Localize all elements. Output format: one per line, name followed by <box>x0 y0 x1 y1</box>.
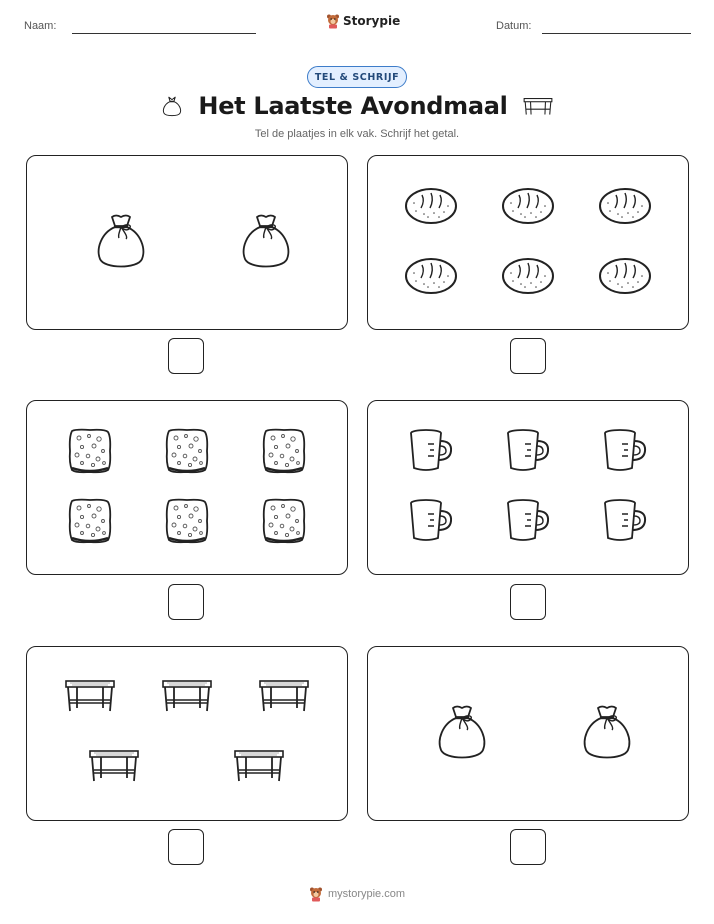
answer-box-5[interactable] <box>168 829 204 865</box>
mug-icon <box>601 497 649 549</box>
bench-icon <box>88 748 140 788</box>
bench-icon <box>161 678 213 718</box>
bench-icon <box>258 678 310 718</box>
counting-panel-2 <box>367 155 689 330</box>
mug-icon <box>601 427 649 479</box>
date-label: Datum: <box>496 20 532 32</box>
page-title: Het Laatste Avondmaal <box>198 92 508 120</box>
bench-icon <box>522 95 554 117</box>
bench-icon <box>64 678 116 718</box>
mug-icon <box>504 497 552 549</box>
honeycomb-icon <box>261 427 307 479</box>
honeycomb-icon <box>67 427 113 479</box>
answer-box-4[interactable] <box>510 584 546 620</box>
counting-panel-1 <box>26 155 348 330</box>
money-bag-icon <box>160 92 184 120</box>
mug-icon <box>504 427 552 479</box>
brand-name: Storypie <box>343 14 401 28</box>
answer-box-2[interactable] <box>510 338 546 374</box>
counting-panel-5 <box>26 646 348 821</box>
answer-box-3[interactable] <box>168 584 204 620</box>
bear-icon <box>326 13 340 29</box>
answer-box-1[interactable] <box>168 338 204 374</box>
honeycomb-icon <box>164 497 210 549</box>
money-bag-icon <box>240 211 292 277</box>
bench-icon <box>233 748 285 788</box>
mug-icon <box>407 427 455 479</box>
brand-logo <box>326 13 400 29</box>
honeycomb-icon <box>261 497 307 549</box>
honeycomb-icon <box>67 497 113 549</box>
footer <box>0 886 714 902</box>
bread-loaf-icon <box>598 186 652 230</box>
instructions: Tel de plaatjes in elk vak. Schrijf het getal. <box>254 128 460 140</box>
money-bag-icon <box>95 211 147 277</box>
footer-url: mystorypie.com <box>327 888 406 900</box>
money-bag-icon <box>581 702 633 768</box>
mug-icon <box>407 497 455 549</box>
money-bag-icon <box>436 702 488 768</box>
counting-panel-6 <box>367 646 689 821</box>
bread-loaf-icon <box>404 256 458 300</box>
honeycomb-icon <box>164 427 210 479</box>
category-badge: TEL & SCHRIJF <box>307 66 407 88</box>
title-row <box>0 92 714 120</box>
bread-loaf-icon <box>501 186 555 230</box>
bear-icon <box>309 886 323 902</box>
date-line[interactable] <box>542 33 691 34</box>
bread-loaf-icon <box>598 256 652 300</box>
answer-box-6[interactable] <box>510 829 546 865</box>
name-label: Naam: <box>24 20 57 32</box>
bread-loaf-icon <box>404 186 458 230</box>
name-line[interactable] <box>72 33 256 34</box>
bread-loaf-icon <box>501 256 555 300</box>
